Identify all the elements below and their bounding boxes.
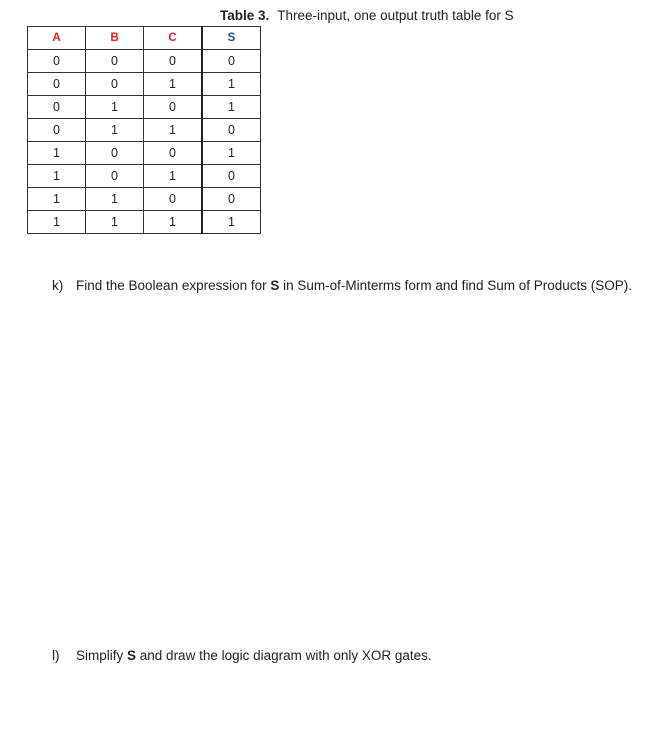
truth-table-header-row xyxy=(28,27,261,50)
table-cell-c: 0 xyxy=(144,188,203,211)
table-cell-c: 1 xyxy=(144,211,203,234)
table-cell-c: 1 xyxy=(144,119,203,142)
table-cell-b: 1 xyxy=(86,211,144,234)
header-s: S xyxy=(202,27,261,50)
table-row xyxy=(28,96,261,119)
table-cell-a: 0 xyxy=(28,50,86,73)
table-cell-c: 0 xyxy=(144,142,203,165)
table-cell-s: 1 xyxy=(202,211,261,234)
table-cell-b: 1 xyxy=(86,119,144,142)
question-l-text-after: and draw the logic diagram with only XOR gates. xyxy=(136,648,432,663)
question-k-bold-s: S xyxy=(270,278,280,293)
table-cell-b: 1 xyxy=(86,96,144,119)
question-l-text xyxy=(76,646,642,665)
header-a: A xyxy=(28,27,86,50)
table-cell-a: 1 xyxy=(28,211,86,234)
table-cell-c: 0 xyxy=(144,50,203,73)
table-cell-b: 0 xyxy=(86,165,144,188)
truth-table-body xyxy=(28,50,261,234)
table-cell-a: 1 xyxy=(28,165,86,188)
table-cell-s: 0 xyxy=(202,50,261,73)
table-cell-s: 1 xyxy=(202,73,261,96)
table-row xyxy=(28,119,261,142)
question-l xyxy=(52,646,642,665)
table-cell-a: 0 xyxy=(28,73,86,96)
table-row xyxy=(28,211,261,234)
table-row xyxy=(28,188,261,211)
table-cell-c: 0 xyxy=(144,96,203,119)
table-cell-b: 0 xyxy=(86,73,144,96)
table-caption-label: Table 3. xyxy=(220,8,270,23)
table-cell-b: 1 xyxy=(86,188,144,211)
table-cell-b: 0 xyxy=(86,50,144,73)
table-row xyxy=(28,165,261,188)
truth-table xyxy=(27,26,261,234)
question-l-text-before: Simplify xyxy=(76,648,128,663)
table-cell-s: 0 xyxy=(202,165,261,188)
table-cell-c: 1 xyxy=(144,73,203,96)
table-caption xyxy=(220,8,514,23)
question-l-bold-s: S xyxy=(127,648,137,663)
question-k xyxy=(52,276,642,295)
table-cell-c: 1 xyxy=(144,165,203,188)
table-cell-a: 0 xyxy=(28,119,86,142)
table-cell-s: 1 xyxy=(202,96,261,119)
table-row xyxy=(28,50,261,73)
table-cell-s: 0 xyxy=(202,119,261,142)
question-k-text-after: in Sum-of-Minterms form and find Sum of Products (SOP). xyxy=(279,278,632,293)
table-cell-s: 0 xyxy=(202,188,261,211)
question-k-text xyxy=(76,276,642,295)
table-row xyxy=(28,73,261,96)
header-b: B xyxy=(86,27,144,50)
header-c: C xyxy=(144,27,203,50)
question-k-text-before: Find the Boolean expression for xyxy=(76,278,271,293)
table-cell-s: 1 xyxy=(202,142,261,165)
question-k-marker: k) xyxy=(52,278,64,293)
table-cell-b: 0 xyxy=(86,142,144,165)
table-cell-a: 1 xyxy=(28,142,86,165)
table-cell-a: 1 xyxy=(28,188,86,211)
table-cell-a: 0 xyxy=(28,96,86,119)
table-row xyxy=(28,142,261,165)
question-l-marker: l) xyxy=(52,648,60,663)
table-caption-text: Three-input, one output truth table for S xyxy=(277,8,514,23)
